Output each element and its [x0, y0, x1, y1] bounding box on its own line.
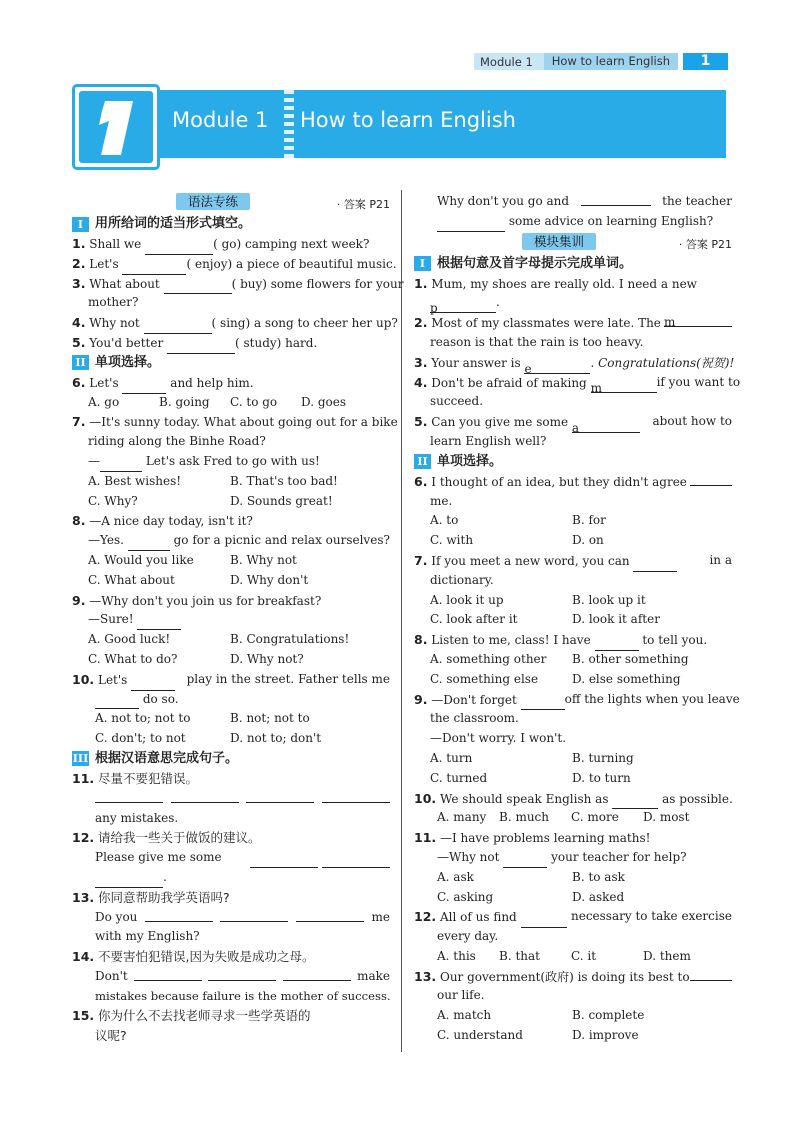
left-q15-cont: Why don't you go and the teacher: [437, 194, 732, 208]
module-number-badge: [72, 84, 160, 170]
answer-blank[interactable]: [633, 558, 677, 572]
answer-blank[interactable]: [167, 340, 235, 354]
question-13: 13. 你同意帮助我学英语吗?: [72, 889, 230, 905]
answer-blank[interactable]: [503, 854, 547, 868]
page-number: 1: [683, 53, 728, 70]
options-11-row1: [414, 868, 732, 888]
question-1: 1. Shall we ( go) camping next week?: [72, 234, 390, 254]
header-title: How to learn English: [544, 53, 678, 70]
option-b[interactable]: B. to ask: [572, 869, 625, 884]
answer-ref: · 答案 P21: [336, 198, 390, 211]
question-2-cont: reason is that the rain is too heavy.: [430, 334, 644, 349]
option-c[interactable]: C. it: [571, 948, 597, 963]
answer-blank[interactable]: [595, 637, 639, 651]
question-4: 4. Don't be afraid of making m if you want to: [414, 374, 741, 396]
question-4-cont: succeed.: [430, 394, 484, 409]
question-8: 8. —A nice day today, isn't it?: [72, 513, 253, 529]
answer-blank[interactable]: [581, 192, 651, 206]
answer-blank[interactable]: [296, 908, 364, 922]
option-c[interactable]: C. look after it: [430, 612, 518, 627]
option-a[interactable]: A. match: [437, 1008, 492, 1023]
option-a[interactable]: A. not to; not to: [95, 711, 191, 726]
question-11-blanks: [72, 789, 390, 809]
question-5: 5. You'd better ( study) hard.: [72, 333, 390, 353]
question-7-cont: riding along the Binhe Road?: [88, 434, 266, 449]
left-column: [72, 192, 404, 1046]
answer-blank[interactable]: [521, 696, 565, 710]
option-a[interactable]: A. ask: [437, 869, 474, 884]
answer-blank[interactable]: [521, 914, 567, 928]
answer-blank[interactable]: [131, 677, 175, 691]
option-b[interactable]: B. much: [499, 810, 550, 825]
question-5: 5. Can you give me some a about how to: [414, 414, 732, 435]
answer-blank[interactable]: [283, 967, 351, 981]
question-13-cont: our life.: [437, 988, 485, 1003]
options-12: [414, 947, 732, 967]
question-11-reply: —Why not your teacher for help?: [414, 848, 732, 868]
section-heading-2: II 单项选择。: [72, 353, 390, 373]
question-15: 15. 你为什么不去找老师寻求一些学英语的: [72, 1008, 311, 1024]
answer-blank[interactable]: [171, 789, 239, 803]
question-9-cont: the classroom.: [430, 711, 519, 726]
option-d[interactable]: D. asked: [572, 889, 625, 904]
section-heading-2: II 单项选择。: [414, 452, 732, 472]
option-d[interactable]: D. goes: [301, 394, 346, 409]
option-d[interactable]: D. improve: [572, 1028, 639, 1043]
question-8: 8. Listen to me, class! I have to tell you.: [414, 630, 732, 650]
option-a[interactable]: A. many: [437, 810, 487, 825]
question-7-cont: dictionary.: [430, 572, 494, 587]
option-d[interactable]: D. look it after: [572, 612, 660, 627]
option-d[interactable]: D. to turn: [572, 770, 631, 785]
answer-blank[interactable]: a: [572, 419, 640, 433]
left-q15-cont2: some advice on learning English?: [414, 212, 732, 232]
options-8-row2: [72, 571, 390, 591]
answer-blank[interactable]: e: [524, 360, 590, 374]
section-tag-module: 模块集训: [522, 233, 596, 250]
question-10: 10. We should speak English as as possible.: [414, 789, 732, 809]
question-12: 12. All of us find necessary to take exercise: [414, 907, 732, 927]
question-1: 1. Mum, my shoes are really old. I need a new: [414, 275, 697, 291]
option-a[interactable]: A. Good luck!: [88, 632, 171, 647]
question-11: 11. —I have problems learning maths!: [414, 830, 651, 846]
question-1-cont: p .: [430, 295, 500, 316]
options-9-row1: [72, 630, 390, 650]
question-6-cont: me.: [430, 493, 453, 508]
option-d[interactable]: D. Sounds great!: [230, 493, 333, 508]
options-7-row2: [72, 492, 390, 512]
options-13-row2: [414, 1026, 732, 1046]
module-banner: [160, 90, 726, 158]
option-a[interactable]: A. turn: [430, 750, 473, 765]
option-c[interactable]: C. don't; to not: [95, 731, 186, 746]
answer-blank[interactable]: [164, 280, 232, 294]
question-6: 6. I thought of an idea, but they didn't agree: [414, 472, 732, 492]
option-c[interactable]: C. with: [430, 533, 474, 548]
option-a[interactable]: A. Would you like: [88, 552, 194, 567]
question-9: 9. —Why don't you join us for breakfast?: [72, 592, 322, 608]
question-3-cont: mother?: [88, 295, 139, 310]
options-7-row2: [414, 610, 732, 630]
answer-blank[interactable]: [122, 261, 186, 275]
question-4: 4. Why not ( sing) a song to cheer her up?: [72, 313, 390, 333]
question-2: 2. Most of my classmates were late. The m: [414, 313, 732, 333]
question-10-cont: do so.: [72, 690, 390, 710]
answer-blank[interactable]: [134, 967, 202, 981]
options-9-row2: [414, 769, 732, 789]
question-12-cont: .: [72, 868, 390, 888]
option-d[interactable]: D. most: [643, 810, 690, 825]
question-9-reply: —Don't worry. I won't.: [430, 731, 567, 746]
options-10: [414, 808, 732, 828]
running-header: [474, 53, 678, 70]
answer-blank[interactable]: m: [664, 313, 732, 327]
option-c[interactable]: C. turned: [430, 770, 488, 785]
answer-blank[interactable]: [95, 695, 139, 709]
answer-blank[interactable]: p: [430, 299, 496, 313]
answer-blank[interactable]: [128, 537, 170, 551]
question-14-line: Don't make: [95, 968, 390, 983]
question-13-cont: with my English?: [95, 929, 200, 944]
answer-blank[interactable]: [95, 874, 163, 888]
question-12-line: Please give me some: [72, 848, 390, 868]
module-number-glyph: [75, 87, 157, 167]
question-11-cont: any mistakes.: [95, 810, 179, 825]
question-9-reply: —Sure!: [72, 610, 390, 630]
question-13-line: Do you me: [95, 909, 390, 924]
option-d[interactable]: D. them: [643, 948, 691, 963]
option-b[interactable]: B. Congratulations!: [230, 632, 350, 647]
option-b[interactable]: B. complete: [572, 1008, 645, 1023]
question-8-reply: —Yes. go for a picnic and relax ourselves?: [72, 531, 390, 551]
question-7: 7. If you meet a new word, you can in a: [414, 551, 732, 571]
answer-blank[interactable]: [95, 789, 163, 803]
options-10-row2: [72, 729, 390, 749]
section-heading-1: I 根据句意及首字母提示完成单词。: [414, 254, 732, 274]
option-d[interactable]: D. on: [572, 533, 604, 548]
option-a[interactable]: A. look it up: [430, 592, 504, 607]
option-d[interactable]: D. else something: [572, 671, 681, 686]
answer-blank[interactable]: [690, 967, 732, 981]
answer-blank[interactable]: [144, 320, 212, 334]
options-9-row1: [414, 749, 732, 769]
question-14: 14. 不要害怕犯错误,因为失败是成功之母。: [72, 949, 315, 965]
question-13: 13. Our government(政府) is doing its best to: [414, 967, 732, 987]
question-2: 2. Let's ( enjoy) a piece of beautiful music.: [72, 254, 390, 274]
answer-blank[interactable]: [322, 854, 390, 868]
question-7-reply: — Let's ask Fred to go with us!: [72, 452, 390, 472]
options-8-row1: [414, 650, 732, 670]
option-a[interactable]: A. Best wishes!: [88, 473, 182, 488]
option-c[interactable]: C. to go: [230, 394, 278, 409]
option-c[interactable]: C. more: [571, 810, 619, 825]
options-7-row1: [414, 591, 732, 611]
answer-blank[interactable]: [137, 616, 181, 630]
option-a[interactable]: A. this: [437, 948, 476, 963]
option-b[interactable]: B. look up it: [572, 592, 646, 607]
answer-blank[interactable]: [250, 854, 318, 868]
answer-ref: · 答案 P21: [678, 237, 732, 251]
answer-blank[interactable]: [145, 908, 213, 922]
section-heading-3: III 根据汉语意思完成句子。: [72, 751, 239, 767]
section-heading-1: I 用所给词的适当形式填空。: [72, 214, 390, 234]
banner-title: How to learn English: [300, 108, 516, 132]
options-6-row2: [414, 531, 732, 551]
answer-blank[interactable]: [122, 380, 166, 394]
section-tag-grammar: 语法专练: [176, 193, 250, 210]
option-c[interactable]: C. asking: [437, 889, 494, 904]
answer-blank[interactable]: [322, 789, 390, 803]
option-b[interactable]: B. not; not to: [230, 711, 310, 726]
question-3: 3. Your answer is e . Congratulations(祝贺)!: [414, 354, 735, 376]
answer-blank[interactable]: [100, 458, 142, 472]
option-d[interactable]: D. Why don't: [230, 572, 309, 587]
options-8-row2: [414, 670, 732, 690]
option-a[interactable]: A. something other: [430, 651, 547, 666]
question-12-cont: every day.: [437, 929, 499, 944]
option-b[interactable]: B. for: [572, 513, 606, 528]
option-a[interactable]: A. to: [430, 513, 459, 528]
option-b[interactable]: B. going: [159, 394, 210, 409]
question-12: 12. 请给我一些关于做饭的建议。: [72, 830, 261, 846]
question-6: 6. Let's and help him.: [72, 373, 390, 393]
question-11: 11. 尽量不要犯错误。: [72, 770, 198, 786]
option-a[interactable]: A. go: [88, 394, 120, 409]
question-7: 7. —It's sunny today. What about going out for a bike: [72, 414, 398, 430]
option-b[interactable]: B. That's too bad!: [230, 473, 338, 488]
option-c[interactable]: C. something else: [430, 671, 539, 686]
question-14-cont: mistakes because failure is the mother of success.: [95, 988, 391, 1003]
question-3: 3. What about ( buy) some flowers for your: [72, 274, 390, 294]
question-5-cont: learn English well?: [430, 433, 547, 448]
option-c[interactable]: C. What to do?: [88, 651, 178, 666]
answer-blank[interactable]: m: [591, 379, 657, 393]
banner-separator: [284, 90, 294, 158]
option-b[interactable]: B. Why not: [230, 552, 297, 567]
option-d[interactable]: D. Why not?: [230, 651, 304, 666]
question-10: 10. Let's play in the street. Father tells me: [72, 670, 390, 690]
option-b[interactable]: B. other something: [572, 651, 689, 666]
column-divider: [401, 190, 402, 1052]
answer-blank[interactable]: [437, 218, 505, 232]
options-8-row1: [72, 551, 390, 571]
answer-blank[interactable]: [208, 967, 276, 981]
answer-blank[interactable]: [220, 908, 288, 922]
option-b[interactable]: B. that: [499, 948, 540, 963]
answer-blank[interactable]: [690, 472, 732, 486]
right-column: [414, 192, 741, 1046]
options-6-row1: [414, 511, 732, 531]
options-6: [72, 393, 390, 413]
header-module: Module 1: [480, 54, 533, 69]
option-c[interactable]: C. Why?: [88, 493, 138, 508]
options-13-row1: [414, 1006, 732, 1026]
options-9-row2: [72, 650, 390, 670]
question-15-cont: 议呢?: [95, 1028, 127, 1044]
banner-module: Module 1: [172, 108, 269, 132]
options-7-row1: [72, 472, 390, 492]
answer-blank[interactable]: [145, 241, 213, 255]
question-9: 9. —Don't forget off the lights when you leave: [414, 690, 732, 710]
option-d[interactable]: D. not to; don't: [230, 731, 322, 746]
option-c[interactable]: C. understand: [437, 1028, 523, 1043]
options-11-row2: [414, 888, 732, 908]
option-c[interactable]: C. What about: [88, 572, 175, 587]
answer-blank[interactable]: [612, 795, 658, 809]
option-b[interactable]: B. turning: [572, 750, 634, 765]
options-10-row1: [72, 709, 390, 729]
answer-blank[interactable]: [246, 789, 314, 803]
